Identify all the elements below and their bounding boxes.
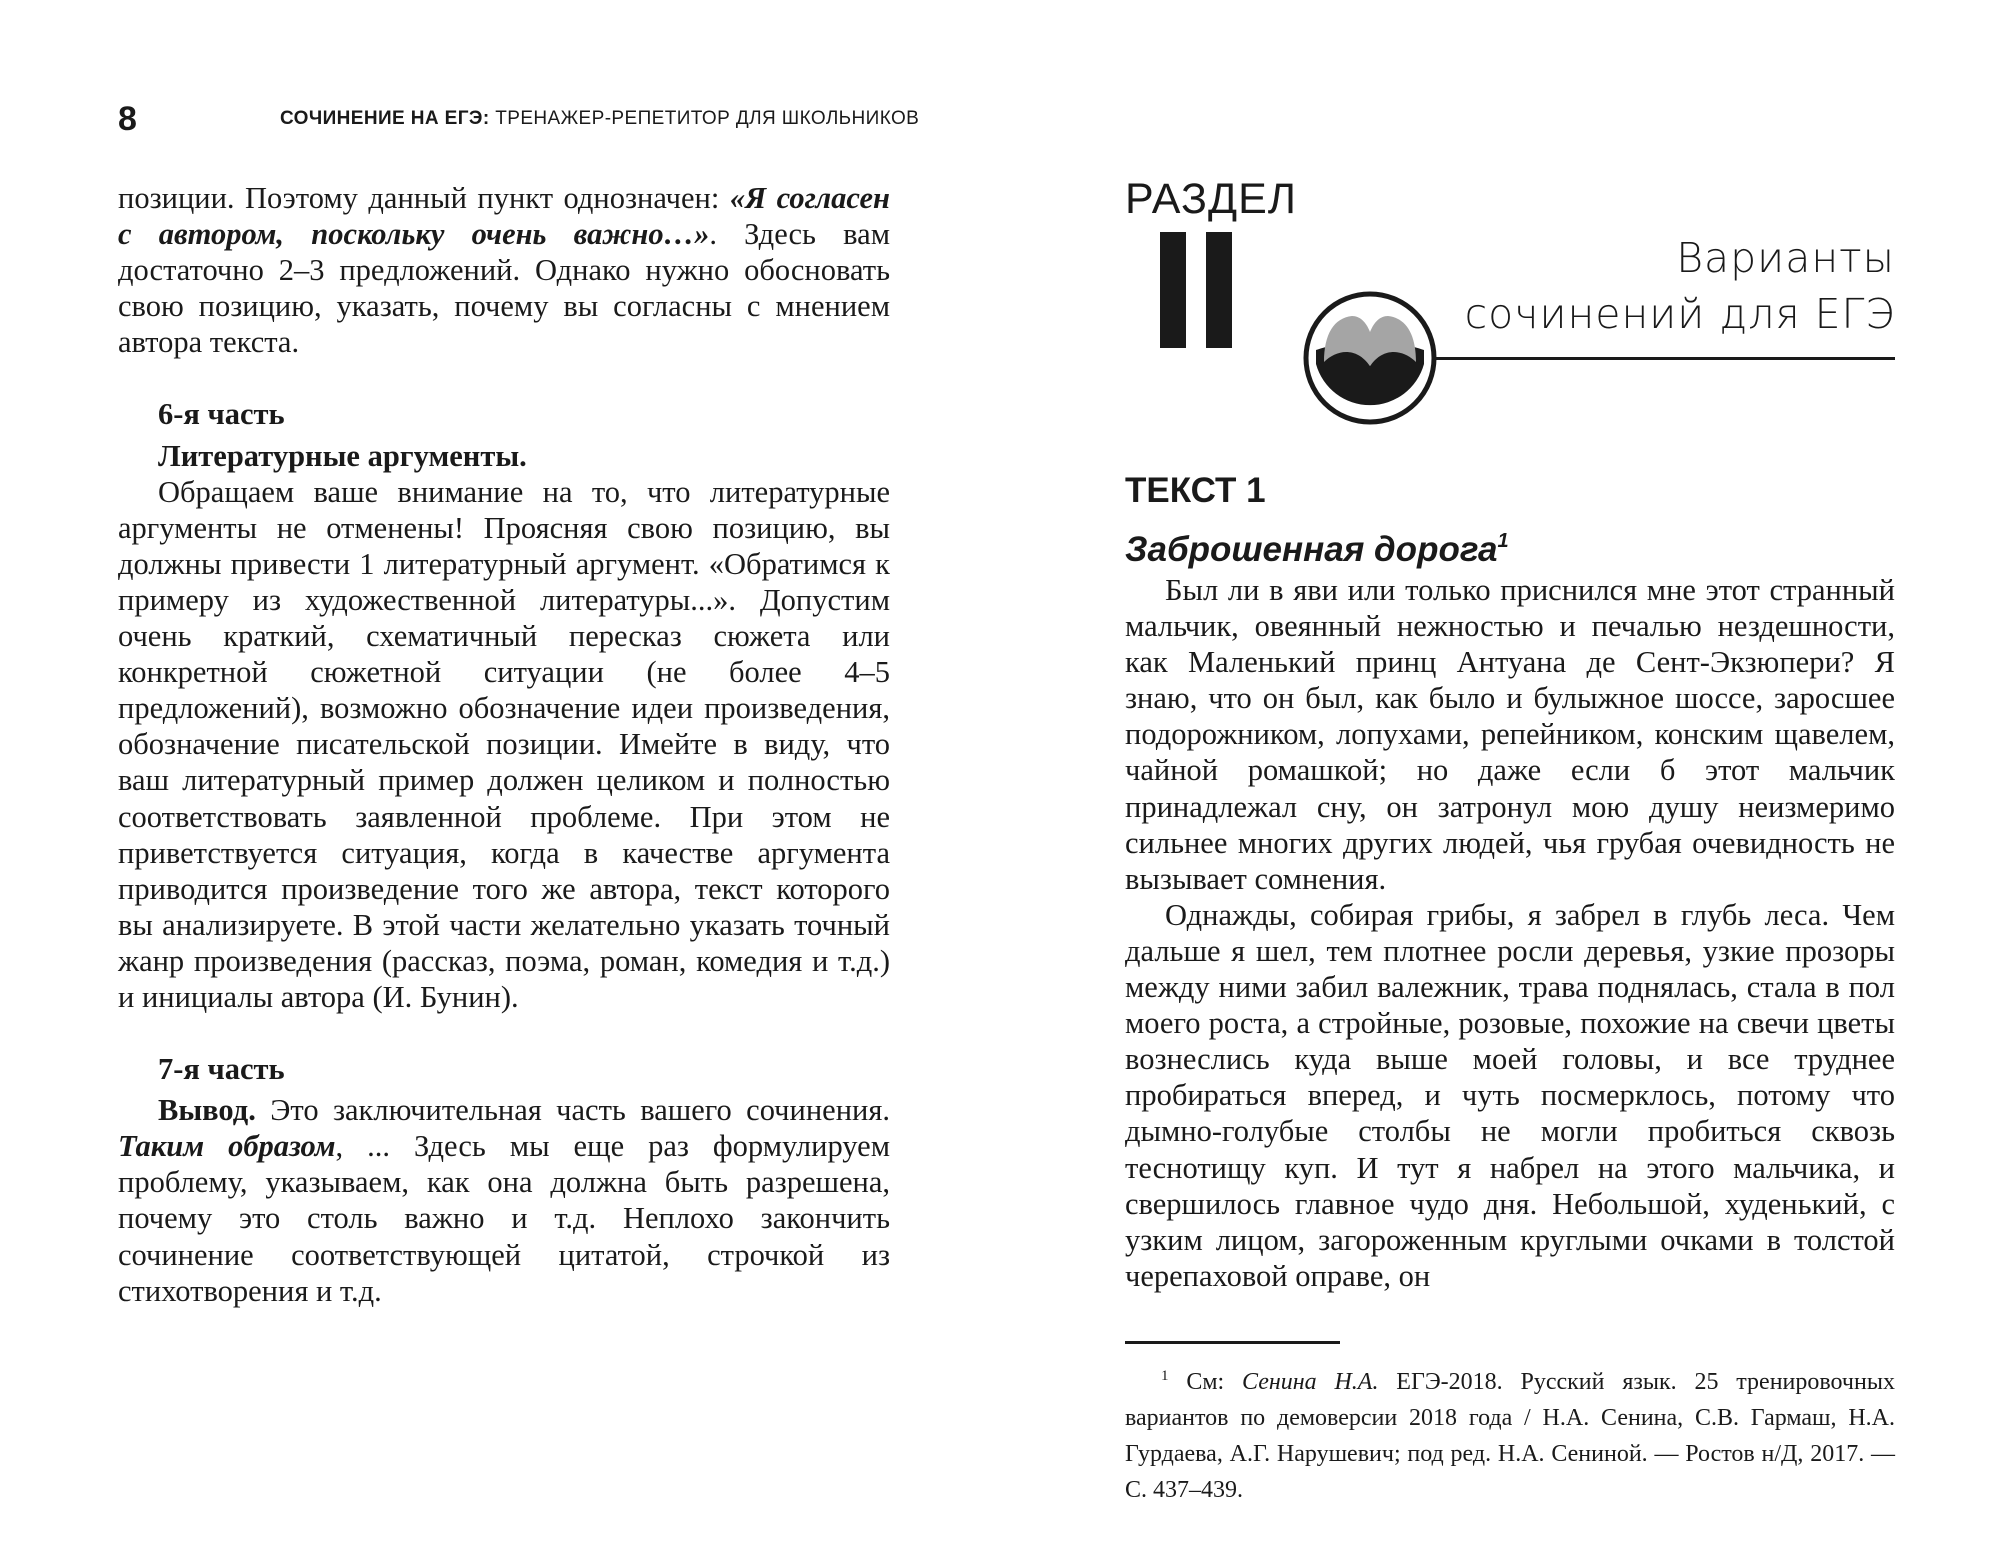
numeral-bar [1206,232,1232,348]
section-title [1465,230,1895,342]
text-title [1125,516,1509,575]
footnote-prefix: См: [1168,1369,1243,1395]
paragraph-text: позиции. Поэтому данный пункт однозначен: [118,181,730,215]
open-book-emblem-icon [1302,290,1438,426]
footnote-rule [1125,1341,1340,1344]
running-head-rest: ТРЕНАЖЕР-РЕПЕТИТОР ДЛЯ ШКОЛЬНИКОВ [495,108,920,129]
footnote [1125,1358,1895,1508]
section-label: РАЗДЕЛ [1125,175,1297,223]
paragraph-text: . Здесь вам достаточно 2–3 предложений. Однако нужно обосновать свою позицию, указать, почему вы согласны с мнением автора текста. [118,217,890,360]
paragraph-text: Это заключительная часть вашего сочинения. [255,1093,890,1128]
part7-heading: 7-я часть [158,1052,285,1087]
footnote-number: 1 [1161,1368,1169,1384]
part7-italic: Таким образом [118,1129,336,1164]
part7-lead: Вывод. [158,1093,256,1128]
paragraph-continuation [118,180,890,360]
text-label: ТЕКСТ 1 [1125,471,1266,510]
story-paragraph-1: Был ли в яви или только приснился мне этот странный мальчик, овеянный нежностью и печалью нездешности, как Маленький принц Антуана де Сент-Экзюпери? Я знаю, что он был, как было и булыжное шоссе, заросшее подорожником, лопухами, репейником, конским щавелем, чайной ромашкой; но даже если б этот мальчик принадлежал сну, он затронул мою душу неизмеримо сильнее многих других людей, чья грубая очевидность не вызывает сомнения. [1125,573,1895,896]
quote-phrase: «Я согласен с автором, поскольку очень важно…» [118,181,890,252]
part6-heading: 6-я часть [158,397,285,432]
footnote-paragraph [1125,1358,1895,1508]
left-text-column [118,180,890,1309]
story-paragraph-2: Однажды, собирая грибы, я забрел в глубь леса. Чем дальше я шел, тем плотнее росли деревья, узкие прозоры между ними забил валежник, трава поднялась, стала в пол моего роста, а стройные, розовые, похожие на свечи цветы вознеслись куда выше моей головы, и все труднее пробираться вперед, и чуть посмерклось, потому что дымно-голубые столбы не могли пробиться сквозь теснотищу куп. И тут я набрел на этого мальчика, и свершилось главное чудо дня. Небольшой, худенький, с узким лицом, загороженным круглыми очками в толстой черепаховой оправе, он [1125,897,1895,1293]
section-title-line-2: сочинений для ЕГЭ [1464,290,1895,338]
section-title-line-1: Варианты [1676,234,1895,282]
numeral-bar [1160,232,1186,348]
section-numeral [1160,232,1240,348]
section-rule [1436,357,1895,360]
right-text-column [1125,572,1895,1294]
footnote-author: Сенина Н.А. [1242,1369,1379,1395]
part7-paragraph [118,1092,890,1309]
paragraph-text: , ... Здесь мы еще раз формулируем проблему, указываем, как она должна быть разрешена, почему это столь важно и т.д. Неплохо закончить сочинение соответствующей цитатой, строчкой из стихотворения и т.д. [118,1129,890,1308]
running-head-bold: СОЧИНЕНИЕ НА ЕГЭ: [280,108,490,129]
part6-subheading: Литературные аргументы. [158,438,527,473]
right-page [1000,0,2000,1562]
footnote-marker: 1 [1497,530,1509,552]
part6-paragraph: Обращаем ваше внимание на то, что литературные аргументы не отменены! Проясняя свою позицию, вы должны привести 1 литературный аргумент. «Обратимся к примеру из художественной литературы...». Допустим очень краткий, схематичный пересказ сюжета или конкретной сюжетной ситуации (не более 4–5 предложений), возможно обозначение идеи произведения, обозначение писательской позиции. Имейте в виду, что ваш литературный пример должен целиком и полностью соответствовать заявленной проблеме. При этом не приветствуется ситуация, когда в качестве аргумента приводится произведение того же автора, текст которого вы анализируете. В этой части желательно указать точный жанр произведения (рассказ, поэма, роман, комедия и т.д.) и инициалы автора (И. Бунин). [118,474,890,1014]
running-head [280,108,920,130]
footnote-text: ЕГЭ-2018. Русский язык. 25 тренировочных вариантов по демоверсии 2018 года / Н.А. Сенина, С.В. Гармаш, Н.А. Гурдаева, А.Г. Нарушевич; под ред. Н.А. Сениной. — Ростов н/Д, 2017. — С. 437–439. [1125,1369,1895,1503]
text-heading [1125,466,1509,575]
page-number: 8 [118,100,137,138]
text-title-words: Заброшенная дорога [1125,530,1498,569]
